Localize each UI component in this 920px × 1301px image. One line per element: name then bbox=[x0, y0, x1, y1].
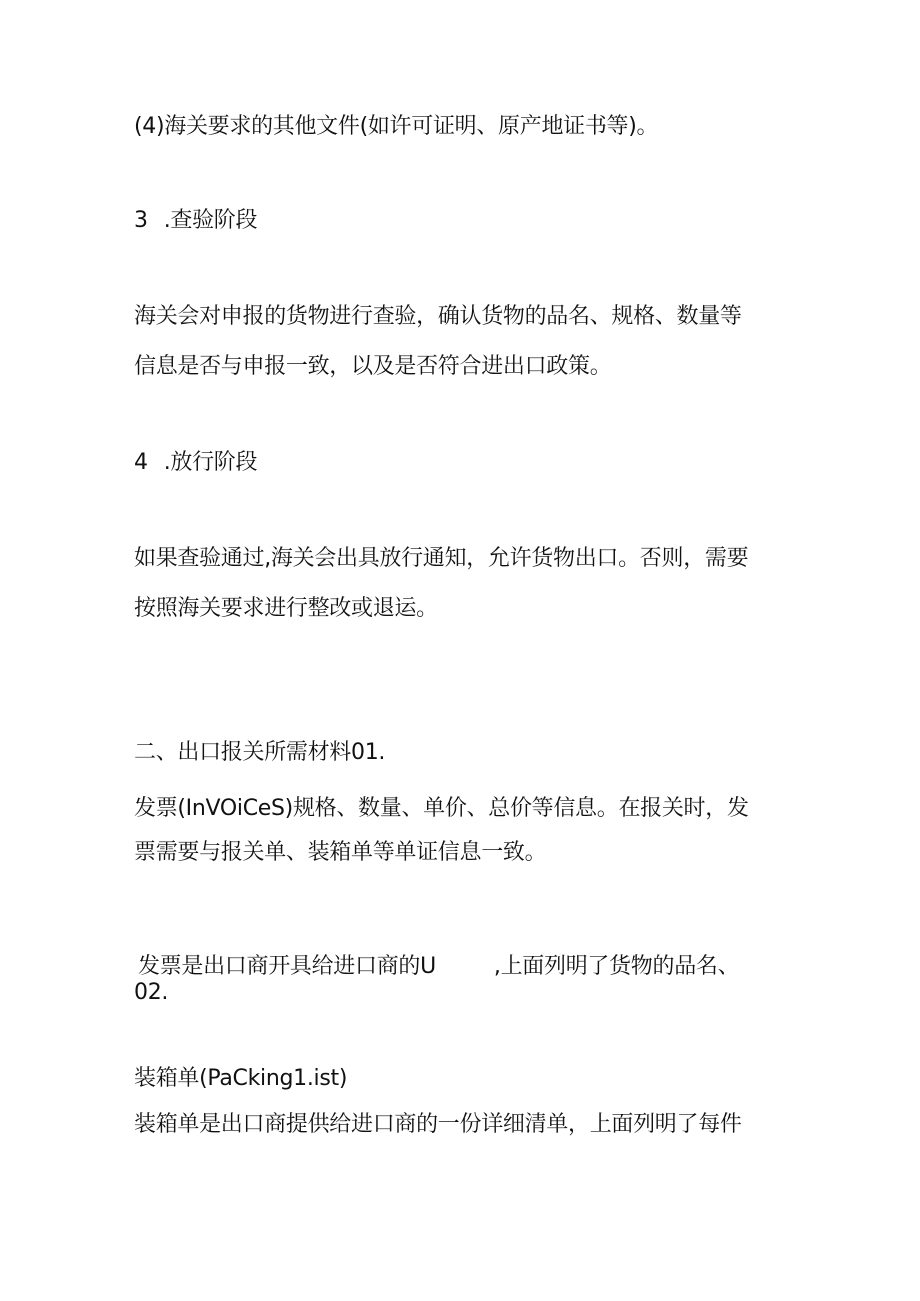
packing-list-title: 装箱单(PaCking1.ist) bbox=[134, 1066, 348, 1091]
section-3-number: 3 bbox=[134, 208, 148, 233]
item-4-text: (4)海关要求的其他文件(如许可证明、原产地证书等)。 bbox=[134, 114, 659, 139]
invoice-desc-part-a: 发票是出口商开具给进口商的U bbox=[138, 954, 436, 979]
section-3-title: .查验阶段 bbox=[163, 208, 258, 233]
invoice-para-line-2: 票需要与报关单、装箱单等单证信息一致。 bbox=[134, 840, 547, 865]
section-4-heading bbox=[134, 448, 257, 478]
invoice-desc-line bbox=[138, 952, 739, 982]
section-3-body-line-1: 海关会对申报的货物进行查验，确认货物的品名、规格、数量等 bbox=[134, 304, 742, 329]
section-3-body-line-2: 信息是否与申报一致，以及是否符合进出口政策。 bbox=[134, 354, 612, 379]
section-3-heading bbox=[134, 206, 257, 236]
packing-list-body-line-1: 装箱单是出口商提供给进口商的一份详细清单，上面列明了每件 bbox=[134, 1112, 742, 1137]
invoice-desc-part-b: ,上面列明了货物的品名、 bbox=[493, 954, 740, 979]
section-4-title: .放行阶段 bbox=[163, 450, 258, 475]
section-4-body-line-1: 如果查验通过,海关会出具放行通知，允许货物出口。否则，需要 bbox=[134, 546, 749, 571]
section-4-body-line-2: 按照海关要求进行整改或退运。 bbox=[134, 596, 438, 621]
section-4-number: 4 bbox=[134, 450, 148, 475]
invoice-desc-number: 02. bbox=[134, 980, 169, 1005]
part-2-heading: 二、出口报关所需材料01. bbox=[134, 740, 386, 765]
invoice-para-line-1: 发票(InVOiCeS)规格、数量、单价、总价等信息。在报关时，发 bbox=[134, 796, 749, 821]
